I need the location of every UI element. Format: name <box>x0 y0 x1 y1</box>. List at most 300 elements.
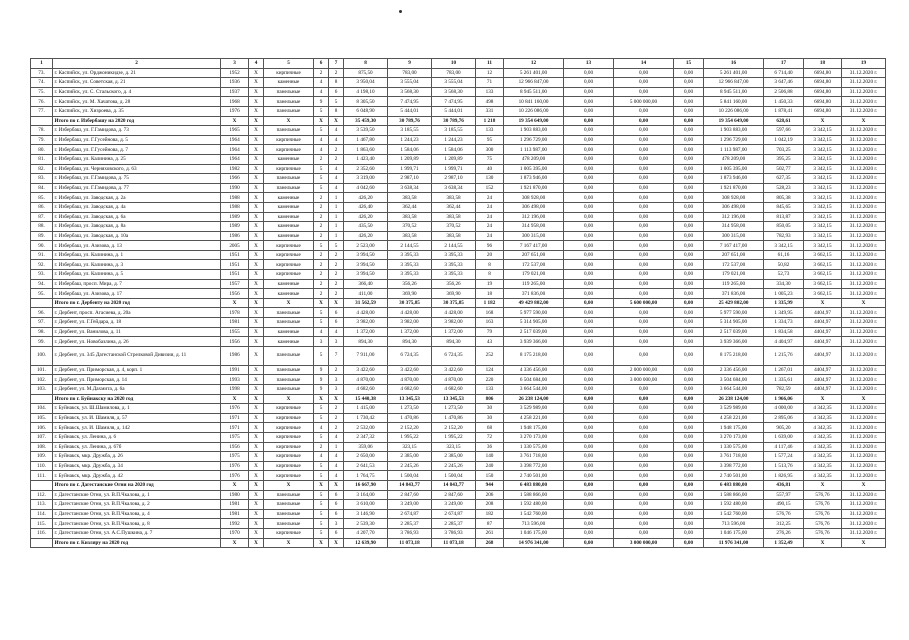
table-cell: 4404,97 <box>804 365 842 375</box>
table-cell: 30 789,76 <box>388 116 432 126</box>
table-cell: 4404,97 <box>804 337 842 347</box>
table-cell: 114. <box>31 509 53 519</box>
table-cell: 2 285,37 <box>432 519 476 529</box>
table-cell: 0,00 <box>614 480 674 490</box>
table-cell: 4 <box>329 461 344 471</box>
table-cell: 1981 <box>221 318 249 328</box>
table-cell: 3 422,60 <box>432 365 476 375</box>
table-cell: 31 562,59 <box>344 298 388 308</box>
table-cell: 1990 <box>221 183 249 193</box>
table-cell: 478 209,00 <box>504 154 564 164</box>
table-cell: 3 395,33 <box>432 250 476 260</box>
table-cell: 1 834,58 <box>764 327 804 337</box>
table-cell: 2 674,87 <box>388 509 432 519</box>
table-cell: X <box>221 480 249 490</box>
table-cell: 576,76 <box>804 500 842 510</box>
table-cell: 77. <box>31 106 53 116</box>
table-cell: 31.12.2020 г. <box>842 193 886 203</box>
table-cell: X <box>249 375 264 385</box>
table-cell: 3 <box>329 337 344 347</box>
table-cell: X <box>249 538 264 548</box>
table-cell: 2 641,53 <box>344 461 388 471</box>
table-cell: 6 714,40 <box>764 68 804 78</box>
table-cell: 102. <box>31 375 53 385</box>
table-cell: 0,00 <box>614 106 674 116</box>
column-number-row <box>31 59 886 69</box>
table-cell: 4 870,00 <box>344 375 388 385</box>
table-cell: панельные <box>264 500 314 510</box>
table-cell: 894,30 <box>344 337 388 347</box>
table-cell: кирпичные <box>264 452 314 462</box>
table-cell: 3 342,15 <box>804 231 842 241</box>
table-cell: 3 982,00 <box>344 318 388 328</box>
table-cell: 0,00 <box>564 327 614 337</box>
table-cell: 1 966,06 <box>764 394 804 404</box>
table-row <box>31 365 886 375</box>
table-cell: 19 354 649,00 <box>504 116 564 126</box>
table-cell: 2 650,00 <box>344 452 388 462</box>
table-cell: 362,44 <box>432 202 476 212</box>
table-cell: 182 <box>476 509 504 519</box>
table-cell: 1 244,23 <box>388 135 432 145</box>
table-cell: каменные <box>264 154 314 164</box>
table-cell: 3 342,15 <box>804 135 842 145</box>
table-cell: 1 500,04 <box>432 471 476 481</box>
table-cell: 0,00 <box>614 174 674 184</box>
table-cell: 107. <box>31 432 53 442</box>
table-cell: 0,00 <box>614 509 674 519</box>
table-cell: 3 761 718,00 <box>704 452 764 462</box>
table-cell: 3 662,15 <box>804 260 842 270</box>
column-number: 1 <box>31 59 53 69</box>
table-cell: 1976 <box>221 404 249 414</box>
table-cell: 14 976 341,00 <box>504 538 564 548</box>
table-cell: 0,00 <box>674 442 704 452</box>
table-row <box>31 528 886 538</box>
table-cell: 3 662,15 <box>804 250 842 260</box>
table-cell: X <box>249 394 264 404</box>
table-cell: 20 <box>476 250 504 260</box>
table-cell: 0,00 <box>614 346 674 365</box>
table-row <box>31 509 886 519</box>
table-cell: 8 <box>329 106 344 116</box>
table-cell: 1 334,73 <box>764 318 804 328</box>
table-cell: 0,00 <box>614 241 674 251</box>
table-cell: 0,00 <box>674 375 704 385</box>
table-cell: 25 429 802,00 <box>704 298 764 308</box>
table-cell: 1971 <box>221 413 249 423</box>
table-cell: 12 <box>476 68 504 78</box>
table-cell: 1981 <box>221 509 249 519</box>
table-cell: 31.12.2020 г. <box>842 231 886 241</box>
table-cell: 5 <box>314 174 329 184</box>
table-cell: 944 <box>476 480 504 490</box>
table-cell: 4 <box>329 135 344 145</box>
table-cell: 0,00 <box>674 365 704 375</box>
table-cell: 96 <box>476 241 504 251</box>
table-cell: 4 <box>329 183 344 193</box>
table-cell: 0,00 <box>674 145 704 155</box>
address-cell: г. Буйнакск, мкр. Дружба, д. 34 <box>53 461 221 471</box>
table-cell: 3 786,93 <box>388 528 432 538</box>
table-cell: 2 000 000,00 <box>614 365 674 375</box>
table-cell: 1998 <box>221 385 249 395</box>
table-cell: 5 <box>314 461 329 471</box>
table-cell: 4 <box>329 452 344 462</box>
table-cell: X <box>842 538 886 548</box>
table-cell: 80. <box>31 145 53 155</box>
table-cell: 371 836,00 <box>704 289 764 299</box>
table-cell: 31.12.2020 г. <box>842 442 886 452</box>
table-cell: 0,00 <box>564 116 614 126</box>
table-cell: 3 539,50 <box>344 126 388 136</box>
table-cell: 2 <box>314 222 329 232</box>
table-cell: 1 335,61 <box>764 375 804 385</box>
table-cell: 0,00 <box>564 404 614 414</box>
table-cell: 5 000 000,00 <box>614 97 674 107</box>
table-cell: 1991 <box>221 365 249 375</box>
table-cell: 0,00 <box>614 231 674 241</box>
table-cell: 30 375,85 <box>388 298 432 308</box>
table-cell: 110. <box>31 461 53 471</box>
table-cell: X <box>314 298 329 308</box>
table-cell: 0,00 <box>674 202 704 212</box>
table-cell: 0,00 <box>614 193 674 203</box>
table-cell: X <box>329 480 344 490</box>
table-cell: 79 <box>476 327 504 337</box>
table-cell: X <box>249 289 264 299</box>
table-cell: 2 152,20 <box>432 423 476 433</box>
table-cell: 35 459,30 <box>344 116 388 126</box>
table-cell: 31.12.2020 г. <box>842 135 886 145</box>
table-cell: 31.12.2020 г. <box>842 106 886 116</box>
table-cell: 1 267,01 <box>764 365 804 375</box>
table-cell: 1 826,95 <box>764 471 804 481</box>
table-cell: 8 175 218,00 <box>704 346 764 365</box>
table-cell: 1968 <box>221 97 249 107</box>
table-cell: 3 342,15 <box>804 183 842 193</box>
table-cell: 1956 <box>221 289 249 299</box>
table-cell: 435,50 <box>344 222 388 232</box>
table-row <box>31 202 886 212</box>
table-cell: 0,00 <box>614 528 674 538</box>
address-cell: г. Дербент, ул. Приморская, д. 14 <box>53 375 221 385</box>
address-cell: г. Дербент, ул. Новобазлина, д. 26 <box>53 337 221 347</box>
table-cell: 101. <box>31 365 53 375</box>
address-cell: г. Избербаш, ул. Калинина, д. 25 <box>53 154 221 164</box>
table-cell: 498 <box>476 97 504 107</box>
table-cell: 436,81 <box>764 480 804 490</box>
table-cell: 0,00 <box>564 212 614 222</box>
table-cell: 0,00 <box>564 500 614 510</box>
table-cell: 31.12.2020 г. <box>842 87 886 97</box>
subtotal-row <box>31 394 886 404</box>
table-cell: 300 <box>476 145 504 155</box>
table-cell: 383,58 <box>432 231 476 241</box>
table-cell: 703,25 <box>764 145 804 155</box>
column-number: 3 <box>221 59 249 69</box>
table-cell: 300 315,00 <box>704 231 764 241</box>
table-cell: 0,00 <box>674 327 704 337</box>
table-cell: 905,20 <box>764 423 804 433</box>
table-cell: X <box>249 327 264 337</box>
table-cell: 111. <box>31 471 53 481</box>
table-cell: 5 977 590,00 <box>504 308 564 318</box>
table-cell: 105. <box>31 413 53 423</box>
table-cell: 0,00 <box>614 394 674 404</box>
table-cell: панельные <box>264 375 314 385</box>
table-cell: 6 <box>329 87 344 97</box>
table-cell: 4 258 221,00 <box>704 413 764 423</box>
table-cell: X <box>314 394 329 404</box>
table-cell: 3 270 173,00 <box>504 432 564 442</box>
table-cell: 252 <box>476 346 504 365</box>
table-cell: 6 483 880,00 <box>504 480 564 490</box>
table-cell: 4404,97 <box>804 327 842 337</box>
table-row <box>31 260 886 270</box>
address-cell: г. Избербаш, ул. Азизова, д. 17 <box>53 289 221 299</box>
address-cell: Итого по г. Дербенту на 2020 год <box>53 298 221 308</box>
table-cell: 0,00 <box>674 68 704 78</box>
table-cell: 4 404,97 <box>764 337 804 347</box>
table-cell: 2 <box>314 202 329 212</box>
table-cell: 99. <box>31 337 53 347</box>
table-cell: 87 <box>476 519 504 529</box>
table-cell: 4 <box>314 452 329 462</box>
table-cell: 6694,80 <box>804 106 842 116</box>
table-cell: 478 209,00 <box>704 154 764 164</box>
table-cell: 133 <box>476 87 504 97</box>
column-number: 7 <box>329 59 344 69</box>
table-cell: 0,00 <box>614 327 674 337</box>
table-cell: 1 182 <box>476 298 504 308</box>
table-cell: X <box>329 116 344 126</box>
table-row <box>31 375 886 385</box>
table-cell: X <box>249 413 264 423</box>
table-cell: 6694,80 <box>804 97 842 107</box>
table-cell: X <box>804 538 842 548</box>
address-cell: г. Дербент, просп. Агасиева, д. 20а <box>53 308 221 318</box>
page-mark <box>399 10 402 13</box>
table-cell: 323,15 <box>432 442 476 452</box>
table-cell: 1 415,00 <box>344 404 388 414</box>
table-cell: 2 <box>329 279 344 289</box>
table-cell: 11 976 341,00 <box>704 538 764 548</box>
table-cell: 113. <box>31 500 53 510</box>
table-row <box>31 327 886 337</box>
table-cell: 576,76 <box>804 490 842 500</box>
table-cell: 18 <box>476 289 504 299</box>
table-cell: 112. <box>31 490 53 500</box>
table-cell: 0,00 <box>674 241 704 251</box>
table-cell: 4 682,60 <box>432 385 476 395</box>
table-cell: каменные <box>264 231 314 241</box>
table-cell: 1 995,22 <box>388 432 432 442</box>
table-cell: 0,00 <box>564 260 614 270</box>
table-cell: X <box>249 145 264 155</box>
table-row <box>31 500 886 510</box>
address-cell: г. Дагестанские Огни, ул. В.П.Чкалова, д. 4 <box>53 509 221 519</box>
table-cell: 12 966 847,00 <box>704 78 764 88</box>
table-cell: кирпичные <box>264 432 314 442</box>
table-cell: 383,58 <box>432 193 476 203</box>
table-cell: 4 042,60 <box>344 183 388 193</box>
table-cell: 0,00 <box>564 308 614 318</box>
table-row <box>31 135 886 145</box>
table-cell: 85. <box>31 193 53 203</box>
table-cell: X <box>249 260 264 270</box>
table-cell: 3 647,46 <box>764 78 804 88</box>
table-cell: 0,00 <box>674 164 704 174</box>
table-row <box>31 106 886 116</box>
table-cell: X <box>842 394 886 404</box>
table-cell: X <box>249 68 264 78</box>
table-cell: 76. <box>31 97 53 107</box>
table-cell: 1965 <box>221 126 249 136</box>
table-cell: 0,00 <box>674 126 704 136</box>
table-cell: 4 342,35 <box>804 471 842 481</box>
table-cell: 370,52 <box>432 222 476 232</box>
table-cell: X <box>249 480 264 490</box>
table-cell: 3 398 772,00 <box>504 461 564 471</box>
table-cell: 3 638,34 <box>432 183 476 193</box>
table-cell: 1 <box>329 222 344 232</box>
address-cell: г. Избербаш, ул. Г.Гамидова, д. 77 <box>53 183 221 193</box>
table-cell: X <box>249 154 264 164</box>
table-cell: 1980 <box>221 490 249 500</box>
table-cell: 103. <box>31 385 53 395</box>
table-cell: 4 342,35 <box>804 423 842 433</box>
table-cell: X <box>842 480 886 490</box>
column-number: 11 <box>476 59 504 69</box>
table-cell: 1992 <box>221 519 249 529</box>
table-cell: 8 <box>476 260 504 270</box>
address-cell: г. Избербаш, ул. Г.Гамидова, д. 73 <box>53 126 221 136</box>
table-cell: 4404,97 <box>804 385 842 395</box>
table-cell: 3 555,04 <box>432 78 476 88</box>
table-cell: 1 335,99 <box>764 298 804 308</box>
table-cell: 5 <box>314 183 329 193</box>
address-cell: г. Дербент, ул. Ванилова, д. 11 <box>53 327 221 337</box>
table-cell: 26 238 124,00 <box>704 394 764 404</box>
address-cell: г. Буйнакск, ул. Ленина, д. 6 <box>53 432 221 442</box>
table-cell: 6 483 880,00 <box>704 480 764 490</box>
table-cell: 9 <box>314 385 329 395</box>
table-cell: 894,30 <box>388 337 432 347</box>
table-cell: X <box>329 394 344 404</box>
table-cell: 0,00 <box>614 116 674 126</box>
table-cell: X <box>314 480 329 490</box>
table-cell: 0,00 <box>564 346 614 365</box>
table-cell: 0,00 <box>564 289 614 299</box>
table-cell: 0,00 <box>674 509 704 519</box>
table-cell: 268 <box>476 538 504 548</box>
table-cell: 1975 <box>221 432 249 442</box>
table-cell: 0,00 <box>614 250 674 260</box>
table-cell: 0,00 <box>674 346 704 365</box>
table-cell: 1964 <box>221 154 249 164</box>
table-cell: 109. <box>31 452 53 462</box>
table-cell: 3 504 684,00 <box>704 375 764 385</box>
table-cell: X <box>249 337 264 347</box>
table-cell: 3 950,04 <box>344 78 388 88</box>
table-cell: 207 651,00 <box>504 250 564 260</box>
table-cell: 875,50 <box>344 68 388 78</box>
table-cell: X <box>249 212 264 222</box>
table-cell: 3 786,93 <box>432 528 476 538</box>
table-cell: 5 261 401,00 <box>704 68 764 78</box>
table-cell: 95 <box>476 135 504 145</box>
table-cell: 31.12.2020 г. <box>842 385 886 395</box>
table-cell: 2 385,00 <box>432 452 476 462</box>
table-cell: 9 <box>314 375 329 385</box>
table-row <box>31 318 886 328</box>
table-cell: X <box>249 385 264 395</box>
table-cell: 3 249,00 <box>432 500 476 510</box>
table-cell: 1 209,89 <box>432 154 476 164</box>
table-cell: X <box>249 135 264 145</box>
table-row <box>31 250 886 260</box>
table-cell: 312 196,00 <box>704 212 764 222</box>
table-cell: 0,00 <box>614 145 674 155</box>
table-cell: 1966 <box>221 174 249 184</box>
table-cell: 383,58 <box>388 212 432 222</box>
table-cell: 4 <box>329 471 344 481</box>
table-row <box>31 385 886 395</box>
table-cell: кирпичные <box>264 241 314 251</box>
table-cell: 0,00 <box>564 385 614 395</box>
table-cell: 1975 <box>221 452 249 462</box>
table-cell: 306 498,00 <box>704 202 764 212</box>
table-cell: 3 146,90 <box>344 509 388 519</box>
table-row <box>31 337 886 347</box>
table-cell: 2 152,20 <box>388 423 432 433</box>
table-cell: 6694,80 <box>804 87 842 97</box>
table-cell: 0,00 <box>614 490 674 500</box>
table-cell: 1981 <box>221 500 249 510</box>
table-cell <box>31 394 53 404</box>
table-cell: 5 261 401,00 <box>504 68 564 78</box>
table-cell: 312 196,00 <box>504 212 564 222</box>
table-cell: 3 664 544,00 <box>704 385 764 395</box>
table-cell: 3 568,30 <box>432 87 476 97</box>
table-cell: 140 <box>476 452 504 462</box>
table-cell: 2 539,30 <box>344 519 388 529</box>
table-cell: 220 <box>476 375 504 385</box>
table-cell: 1937 <box>221 87 249 97</box>
table-cell: 2 <box>329 154 344 164</box>
table-cell: 3 342,15 <box>804 154 842 164</box>
table-cell: 3 395,33 <box>388 260 432 270</box>
table-cell: 1952 <box>221 68 249 78</box>
table-cell: 0,00 <box>614 385 674 395</box>
table-cell: 1 042,19 <box>764 135 804 145</box>
table-cell: 130 <box>476 174 504 184</box>
table-cell: 7 474,95 <box>432 97 476 107</box>
table-cell: 4 342,35 <box>804 413 842 423</box>
table-row <box>31 346 886 365</box>
table-row <box>31 490 886 500</box>
column-number: 8 <box>344 59 388 69</box>
address-cell: Итого по г. Избербашу на 2020 год <box>53 116 221 126</box>
table-cell: 15 440,38 <box>344 394 388 404</box>
table-cell: 8 <box>476 270 504 280</box>
table-cell <box>31 480 53 490</box>
table-cell: 4 682,60 <box>388 385 432 395</box>
table-cell: 31.12.2020 г. <box>842 413 886 423</box>
table-cell: 4 <box>314 145 329 155</box>
table-cell: 0,00 <box>614 135 674 145</box>
